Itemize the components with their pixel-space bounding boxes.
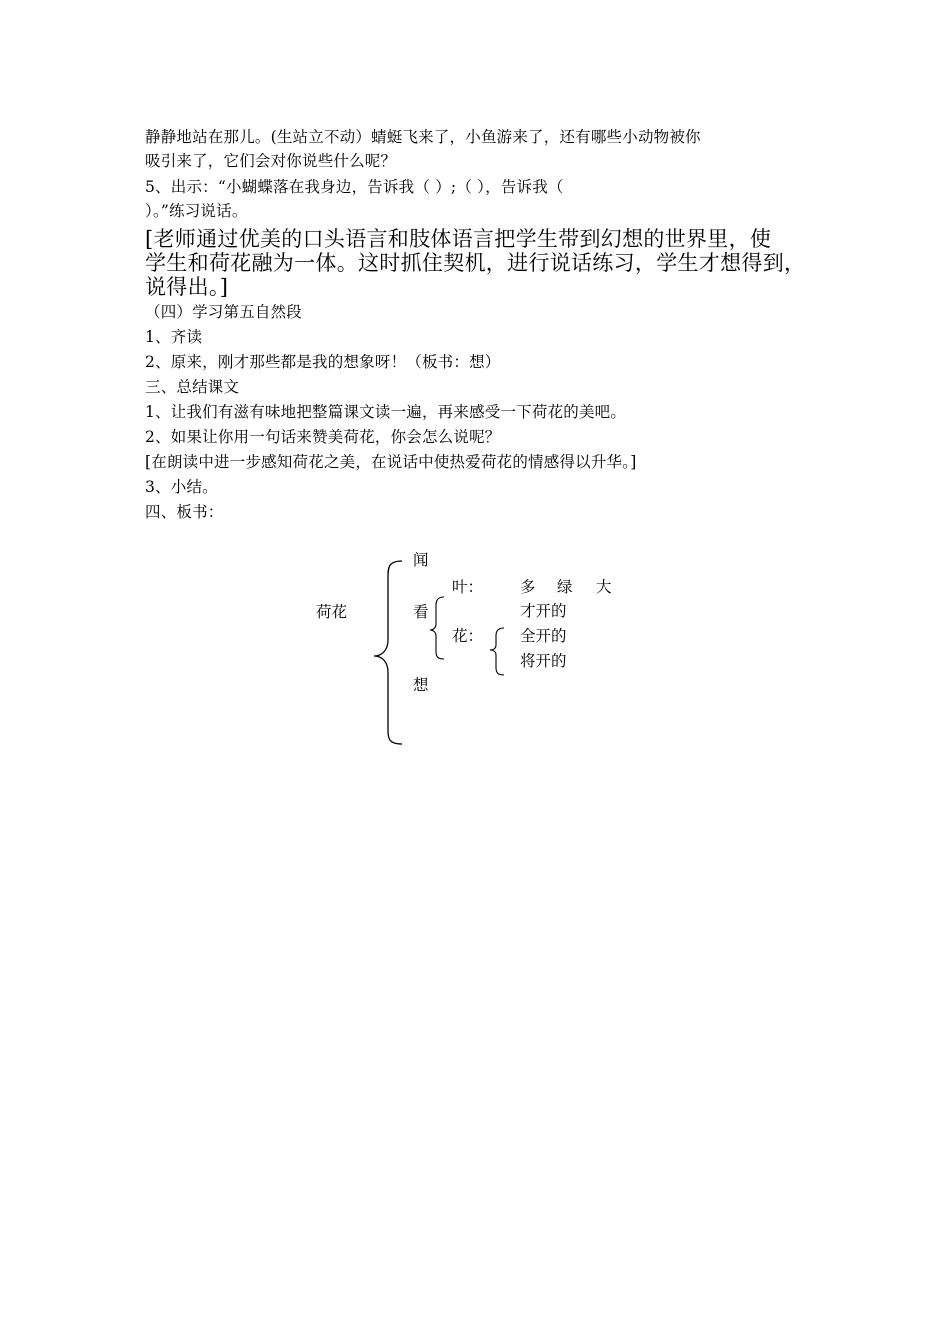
item-5-line: ）。”练习说话。	[145, 202, 248, 220]
board-ye: 叶：	[452, 578, 484, 596]
section-heading: （四）学习第五自然段	[145, 303, 303, 321]
teacher-note: [在朗读中进一步感知荷花之美，在说话中使热爱荷花的情感得以升华。]	[145, 453, 637, 471]
brace-medium	[430, 597, 444, 659]
board-xiang: 想	[413, 676, 429, 694]
list-item: 2、原来，刚才那些都是我的想象呀！（板书：想）	[145, 353, 501, 371]
board-wen: 闻	[413, 551, 429, 569]
list-item: 3、小结。	[145, 478, 218, 496]
teacher-note: 说得出。]	[145, 275, 229, 299]
teacher-note: 学生和荷花融为一体。这时抓住契机，进行说话练习，学生才想得到，	[145, 251, 806, 275]
paragraph-line: 静静地站在那儿。(生站立不动）蜻蜓飞来了，小鱼游来了，还有哪些小动物被你	[145, 128, 701, 146]
board-hua-2: 全开的	[520, 627, 567, 645]
paragraph-line: 吸引来了，它们会对你说些什么呢？	[145, 152, 397, 170]
board-ye-duo: 多	[520, 578, 536, 596]
list-item: 1、齐读	[145, 328, 203, 346]
board-hua: 花：	[452, 627, 484, 645]
teacher-note: [老师通过优美的口头语言和肢体语言把学生带到幻想的世界里，使	[145, 227, 772, 251]
item-5-line: 5、出示：“小蝴蝶落在我身边，告诉我（ ）;（ ），告诉我（	[145, 178, 564, 196]
list-item: 2、如果让你用一句话来赞美荷花，你会怎么说呢？	[145, 428, 501, 446]
brace-small	[490, 628, 504, 675]
brace-large	[374, 561, 402, 744]
board-kan: 看	[413, 603, 429, 621]
board-ye-da: 大	[596, 578, 612, 596]
list-item: 1、让我们有滋有味地把整篇课文读一遍，再来感受一下荷花的美吧。	[145, 403, 627, 421]
board-root: 荷花	[316, 603, 348, 621]
board-ye-lv: 绿	[557, 578, 573, 596]
board-hua-3: 将开的	[520, 652, 567, 670]
board-hua-1: 才开的	[520, 602, 567, 620]
section-heading: 三、总结课文	[145, 378, 240, 396]
section-heading: 四、板书：	[145, 503, 224, 521]
